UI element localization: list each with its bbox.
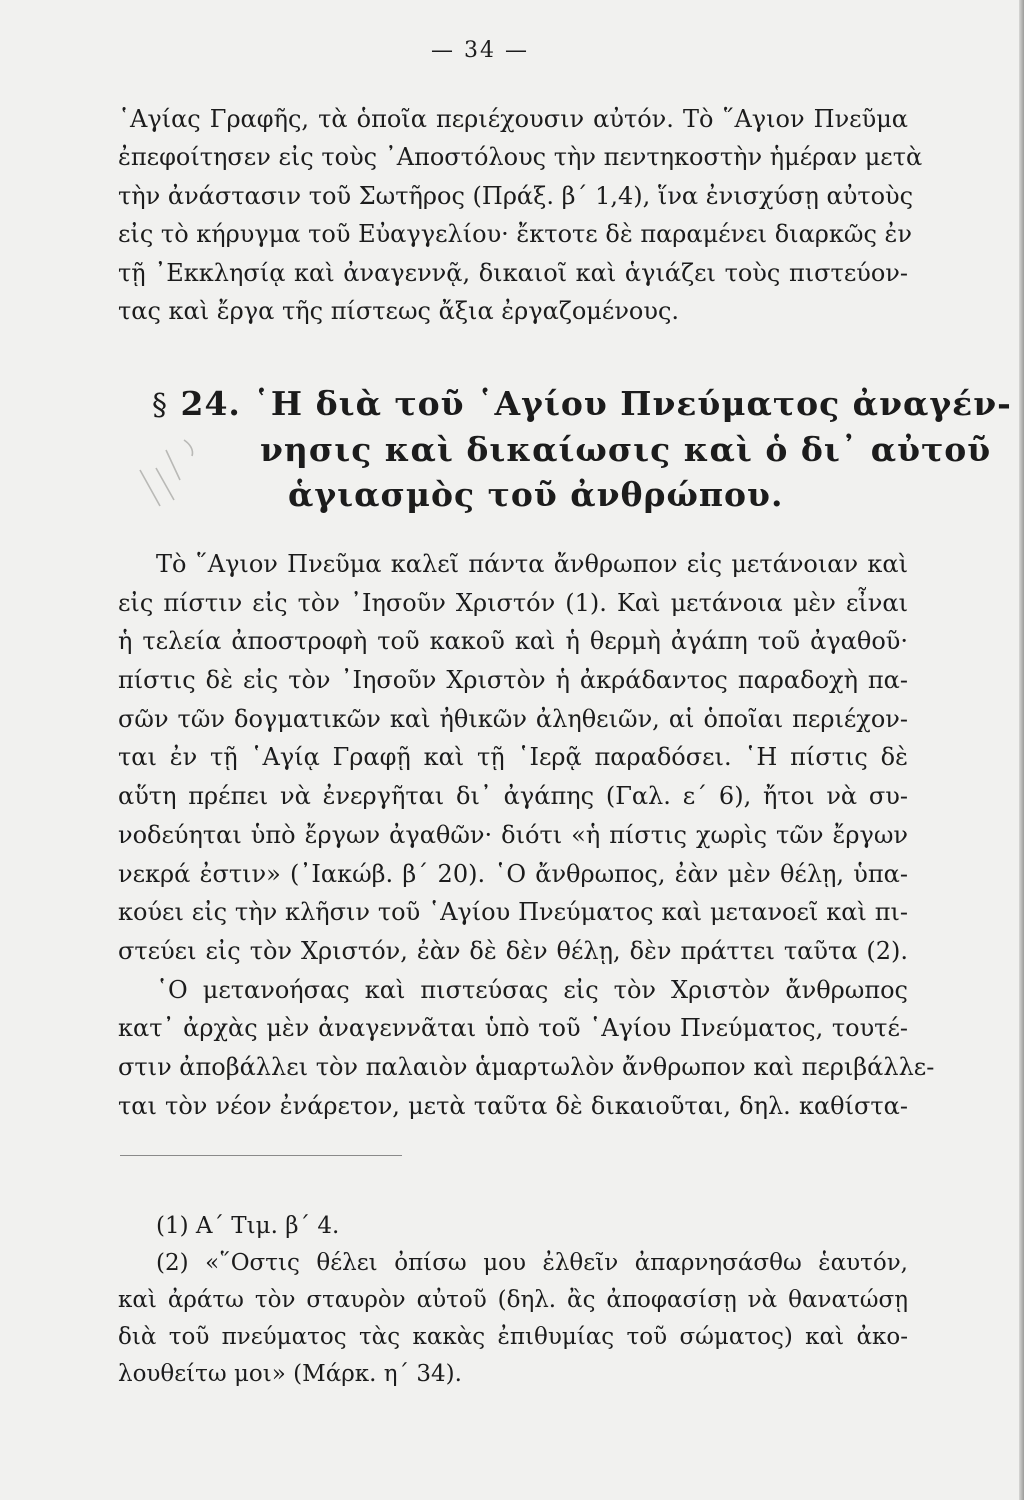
text-line: σῶν τῶν δογματικῶν καὶ ἠθικῶν ἀληθειῶν, αἱ ὁποῖαι περιέχον- xyxy=(118,704,908,733)
page-edge-shadow xyxy=(1019,0,1024,1500)
text-line: ῾Αγίας Γραφῆς, τὰ ὁποῖα περιέχουσιν αὐτόν. Τὸ ῞Αγιον Πνεῦμα xyxy=(118,105,908,133)
text-line: τῇ ᾿Εκκλησίᾳ καὶ ἀναγεννᾷ, δικαιοῖ καὶ ἁγιάζει τοὺς πιστεύον- xyxy=(118,258,908,287)
footnote-line: λουθείτω μοι» (Μάρκ. η΄ 34). xyxy=(118,1361,462,1387)
text-line: ται ἐν τῇ ῾Αγίᾳ Γραφῇ καὶ τῇ ῾Ιερᾷ παραδόσει. ῾Η πίστις δὲ xyxy=(118,743,908,772)
section-heading-line: ἁγιασμὸς τοῦ ἀνθρώπου. xyxy=(288,475,784,514)
footnotes xyxy=(118,1208,908,1393)
footnote-line: (2) «῞Οστις θέλει ὀπίσω μου ἐλθεῖν ἀπαρνησάσθω ἑαυτόν, xyxy=(156,1250,908,1276)
text-line: τὴν ἀνάστασιν τοῦ Σωτῆρος (Πράξ. β΄ 1,4), ἵνα ἐνισχύσῃ αὐτοὺς xyxy=(118,181,914,210)
section-title-part: ῾Η διὰ τοῦ ῾Αγίου Πνεύματος ἀναγέν- xyxy=(253,384,1012,423)
footnote-line: (1) Α΄ Τιμ. β΄ 4. xyxy=(156,1213,340,1239)
text-line: ῾Ο μετανοήσας καὶ πιστεύσας εἰς τὸν Χριστὸν ἄνθρωπος xyxy=(156,975,908,1004)
text-line: πίστις δὲ εἰς τὸν ᾿Ιησοῦν Χριστὸν ἡ ἀκράδαντος παραδοχὴ πα- xyxy=(118,666,908,695)
text-line: ἐπεφοίτησεν εἰς τοὺς ᾿Αποστόλους τὴν πεντηκοστὴν ἡμέραν μετὰ xyxy=(118,143,923,172)
footnote-line: καὶ ἀράτω τὸν σταυρὸν αὐτοῦ (δηλ. ἂς ἀποφασίσῃ νὰ θανατώσῃ xyxy=(118,1287,908,1313)
page-number: — 34 — xyxy=(431,38,529,63)
text-line: ἡ τελεία ἀποστροφὴ τοῦ κακοῦ καὶ ἡ θερμὴ ἀγάπη τοῦ ἀγαθοῦ· xyxy=(118,627,908,656)
section-heading-line xyxy=(152,384,1012,423)
text-line: εἰς πίστιν εἰς τὸν ᾿Ιησοῦν Χριστόν (1). Καὶ μετάνοια μὲν εἶναι xyxy=(118,588,908,617)
section-number: 24. xyxy=(180,384,241,423)
body-paragraphs xyxy=(118,545,935,1125)
section-sign: § xyxy=(152,388,168,423)
text-line: νοδεύηται ὑπὸ ἔργων ἀγαθῶν· διότι «ἡ πίστις χωρὶς τῶν ἔργων xyxy=(118,820,908,849)
section-heading-line: νησις καὶ δικαίωσις καὶ ὁ δι᾿ αὐτοῦ xyxy=(260,430,992,469)
text-line: στεύει εἰς τὸν Χριστόν, ἐὰν δὲ δὲν θέλῃ, δὲν πράττει ταῦτα (2). xyxy=(118,936,908,965)
text-line: αὕτη πρέπει νὰ ἐνεργῆται δι᾿ ἀγάπης (Γαλ. ε΄ 6), ἤτοι νὰ συ- xyxy=(118,782,908,811)
text-line: τας καὶ ἔργα τῆς πίστεως ἄξια ἐργαζομένους. xyxy=(118,296,680,325)
footnote-divider xyxy=(120,1155,402,1156)
text-line: στιν ἀποβάλλει τὸν παλαιὸν ἁμαρτωλὸν ἄνθρωπον καὶ περιβάλλε- xyxy=(118,1052,935,1081)
text-line: κούει εἰς τὴν κλῆσιν τοῦ ῾Αγίου Πνεύματος καὶ μετανοεῖ καὶ πι- xyxy=(118,898,908,927)
footnote-line: διὰ τοῦ πνεύματος τὰς κακὰς ἐπιθυμίας τοῦ σώματος) καὶ ἀκο- xyxy=(118,1324,908,1350)
text-line: εἰς τὸ κήρυγμα τοῦ Εὐαγγελίου· ἔκτοτε δὲ παραμένει διαρκῶς ἐν xyxy=(118,220,913,249)
text-line: κατ᾿ ἀρχὰς μὲν ἀναγεννᾶται ὑπὸ τοῦ ῾Αγίου Πνεύματος, τουτέ- xyxy=(118,1014,908,1043)
text-line: Τὸ ῞Αγιον Πνεῦμα καλεῖ πάντα ἄνθρωπον εἰς μετάνοιαν καὶ xyxy=(156,550,908,578)
intro-paragraph xyxy=(118,100,923,330)
text-line: νεκρά ἐστιν» (᾿Ιακώβ. β΄ 20). ῾Ο ἄνθρωπος, ἐὰν μὲν θέλῃ, ὑπα- xyxy=(118,859,908,888)
pencil-annotation-mark xyxy=(136,420,206,510)
text-line: ται τὸν νέον ἐνάρετον, μετὰ ταῦτα δὲ δικαιοῦται, δηλ. καθίστα- xyxy=(118,1091,908,1120)
